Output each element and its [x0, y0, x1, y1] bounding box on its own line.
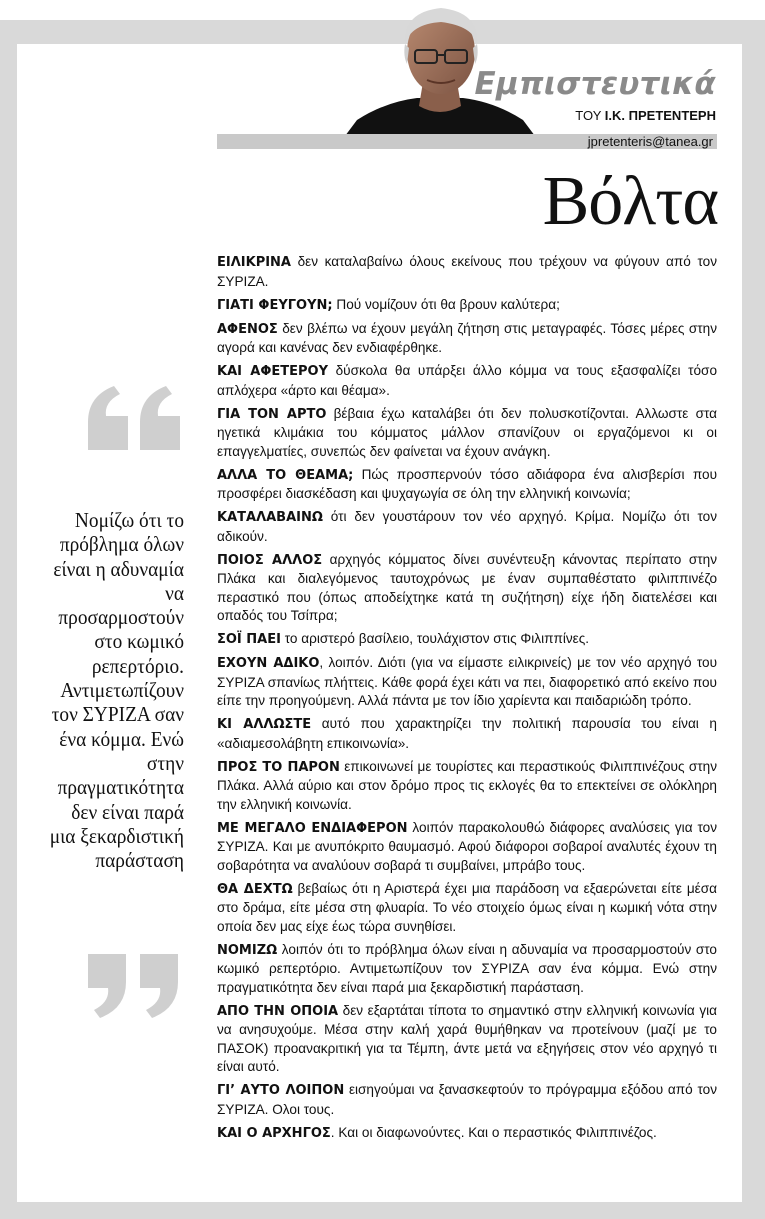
paragraph-lead: ΝΟΜΙΖΩ: [217, 942, 278, 958]
paragraph-lead: ΠΟΙΟΣ ΑΛΛΟΣ: [217, 552, 323, 568]
pull-quote: Νομίζω ότι το πρόβλημα όλων είναι η αδυναμία να προσαρμοστούν στο κωμικό ρεπερτόριο. Αντιμετωπίζουν τον ΣΥΡΙΖΑ σαν ένα κόμμα. Ενώ στην πραγματικότητα δεν είναι παρά μια ξεκαρδιστική παράσταση: [49, 508, 185, 873]
paragraph-text: εισηγούμαι να ξανασκεφτούν το πρόγραμμα εξόδου από τον ΣΥΡΙΖΑ. Ολοι τους.: [217, 1082, 717, 1117]
paragraph-text: δεν βλέπω να έχουν μεγάλη ζήτηση στις μεταγραφές. Τόσες μέρες στην αγορά και κανένας δεν ενδιαφέρθηκε.: [217, 320, 717, 355]
byline: [470, 108, 716, 123]
paragraph-lead: ΕΙΛΙΚΡΙΝΑ: [217, 255, 291, 270]
paragraph-lead: ΜΕ ΜΕΓΑΛΟ ΕΝΔΙΑΦΕΡΟΝ: [217, 820, 408, 836]
article-paragraph: [217, 405, 717, 462]
article-paragraph: [217, 508, 717, 546]
article-body: [217, 253, 717, 1148]
paragraph-text: Πώς προσπερνούν τόσο αδιάφορα ένα αλισβερίσι που προσφέρει διασκέδαση και ψυχαγωγία σε όλη την ελληνική κοινωνία;: [217, 466, 717, 501]
paragraph-text: Πού νομίζουν ότι θα βρουν καλύτερα;: [332, 296, 560, 312]
article-paragraph: [217, 819, 717, 876]
paragraph-lead: ΑΛΛΑ ΤΟ ΘΕΑΜΑ;: [217, 467, 354, 483]
paragraph-lead: ΑΠΟ ΤΗΝ ΟΠΟΙΑ: [217, 1003, 339, 1019]
paragraph-lead: ΘΑ ΔΕΧΤΩ: [217, 881, 293, 897]
paragraph-text: δύσκολα θα υπάρξει άλλο κόμμα να τους εξασφαλίζει τόσο απλόχερα «άρτο και θέαμα».: [217, 363, 717, 398]
article-paragraph: [217, 654, 717, 711]
article-paragraph: [217, 630, 717, 650]
paragraph-lead: ΓΙΑΤΙ ΦΕΥΓΟΥΝ;: [217, 297, 333, 313]
email-bar: [217, 134, 717, 149]
paragraph-lead: ΚΙ ΑΛΛΩΣΤΕ: [217, 717, 312, 732]
paragraph-text: βεβαίως ότι η Αριστερά έχει μια παράδοση να εξαερώνεται είτε μέσα στο δράμα, είτε μέσα στη φλυαρία. Το νέο στοιχείο όμως είναι η κωμική νότα στην οποία δεν μας είχε έως τώρα συνηθίσει.: [217, 880, 717, 934]
article-paragraph: [217, 1081, 717, 1119]
paragraph-lead: ΚΑΙ ΑΦΕΤΕΡΟΥ: [217, 364, 329, 379]
article-paragraph: [217, 253, 717, 291]
paragraph-lead: ΕΧΟΥΝ ΑΔΙΚΟ: [217, 656, 320, 671]
paragraph-text: το αριστερό βασίλειο, τουλάχιστον στις Φιλιππίνες.: [280, 631, 590, 646]
paragraph-text: δεν καταλαβαίνω όλους εκείνους που τρέχουν να φύγουν από τον ΣΥΡΙΖΑ.: [217, 254, 717, 289]
paragraph-text: βέβαια έχω καταλάβει ότι δεν πολυσκοτίζονται. Αλλωστε στα ηγετικά κλιμάκια του κόμματος μάλλον σπανίζουν οι εργαζόμενοι κι οι επαγγελματίες, συνεπώς δεν φαίνεται να έχουν ανάγκη.: [217, 405, 717, 459]
paragraph-text: . Και οι διαφωνούντες. Και ο περαστικός Φιλιππινέζος.: [330, 1124, 657, 1140]
article-paragraph: [217, 296, 717, 316]
article-paragraph: [217, 466, 717, 504]
article-paragraph: [217, 320, 717, 358]
byline-prefix: ΤΟΥ: [575, 108, 605, 123]
article-paragraph: [217, 1002, 717, 1077]
paragraph-lead: ΣΟΪ ΠΑΕΙ: [217, 632, 281, 647]
author-email[interactable]: jpretenteris@tanea.gr: [587, 134, 713, 149]
article-paragraph: [217, 758, 717, 815]
paragraph-text: επικοινωνεί με τουρίστες και περαστικούς Φιλιππινέζους στην Πλάκα. Αλλά αύριο και στον δρόμο προς τις εκλογές θα το επεκτείνει σε ολόκληρη την ελληνική κοινωνία.: [217, 758, 717, 812]
article-paragraph: [217, 551, 717, 626]
paragraph-text: αυτό που χαρακτηρίζει την πολιτική παρουσία του είναι η «αδιαμεσολάβητη επικοινωνία».: [217, 716, 717, 751]
article-paragraph: [217, 362, 717, 400]
open-quote-icon: [86, 370, 186, 470]
paragraph-lead: ΓΙΑ ΤΟΝ ΑΡΤΟ: [217, 406, 327, 422]
article-paragraph: [217, 880, 717, 937]
column-title: Εμπιστευτικά: [474, 66, 716, 102]
article-paragraph: [217, 1124, 717, 1144]
author-name: Ι.Κ. ΠΡΕΤΕΝΤΕΡΗ: [604, 108, 716, 123]
article-paragraph: [217, 715, 717, 753]
paragraph-lead: ΚΑΙ Ο ΑΡΧΗΓΟΣ: [217, 1125, 331, 1141]
article-paragraph: [217, 941, 717, 998]
paragraph-lead: ΚΑΤΑΛΑΒΑΙΝΩ: [217, 510, 323, 525]
paragraph-text: ότι δεν γουστάρουν τον νέο αρχηγό. Κρίμα. Νομίζω ότι τον αδικούν.: [217, 509, 717, 544]
paragraph-text: δεν εξαρτάται τίποτα το σημαντικό στην ελληνική κοινωνία για να ανησυχούμε. Μέσα στην καλή χαρά θυμήθηκαν να προτείνουν (μαζί με το ΠΑΣΟΚ) προανακριτική για τα Τέμπη, άντε μετά να εξηγήσεις στον νέο αρχηγό τι είναι αυτό.: [217, 1002, 717, 1074]
paragraph-lead: ΠΡΟΣ ΤΟ ΠΑΡΟΝ: [217, 759, 340, 775]
paragraph-text: αρχηγός κόμματος δίνει συνέντευξη κάνοντας περίπατο στην Πλάκα και διαλεγόμενος ταυτοχρόνως με έναν συμπαθέστατο φιλιππινέζο περαστικό που (όπως αποδείχτηκε κατά τη συζήτηση) είχε ήδη διατελέσει και οπαδός του Τσίπρα;: [217, 551, 717, 623]
headline: Βόλτα: [542, 163, 718, 240]
paragraph-text: , λοιπόν. Διότι (για να είμαστε ειλικρινείς) με τον νέο αρχηγό του ΣΥΡΙΖΑ σπανίως πλήττεις. Κάθε φορά έχει κάτι να πει, διαφορετικό από εκείνο που είπε την προηγούμενη. Αλλά πάντα με τον ίδιο χαρίεντα και παιδαριώδη τρόπο.: [217, 655, 718, 708]
paragraph-text: λοιπόν παρακολουθώ διάφορες αναλύσεις για τον ΣΥΡΙΖΑ. Και με ανυπόκριτο θαυμασμό. Αφού διάφοροι σοβαροί αναλυτές έχουν τη σοβαρότητα να αναλύουν σοβαρά τι συμβαίνει, μπράβο τους.: [217, 819, 717, 873]
paragraph-text: λοιπόν ότι το πρόβλημα όλων είναι η αδυναμία να προσαρμοστούν στο κωμικό ρεπερτόριο. Αντιμετωπίζουν τον ΣΥΡΙΖΑ σαν ένα κόμμα. Ενώ στην πραγματικότητα δεν είναι παρά μια ξεκαρδιστική παράσταση.: [217, 941, 717, 995]
paragraph-lead: ΓΙ’ ΑΥΤΟ ΛΟΙΠΟΝ: [217, 1083, 345, 1098]
paragraph-lead: ΑΦΕΝΟΣ: [217, 321, 278, 337]
close-quote-icon: [86, 948, 186, 1048]
